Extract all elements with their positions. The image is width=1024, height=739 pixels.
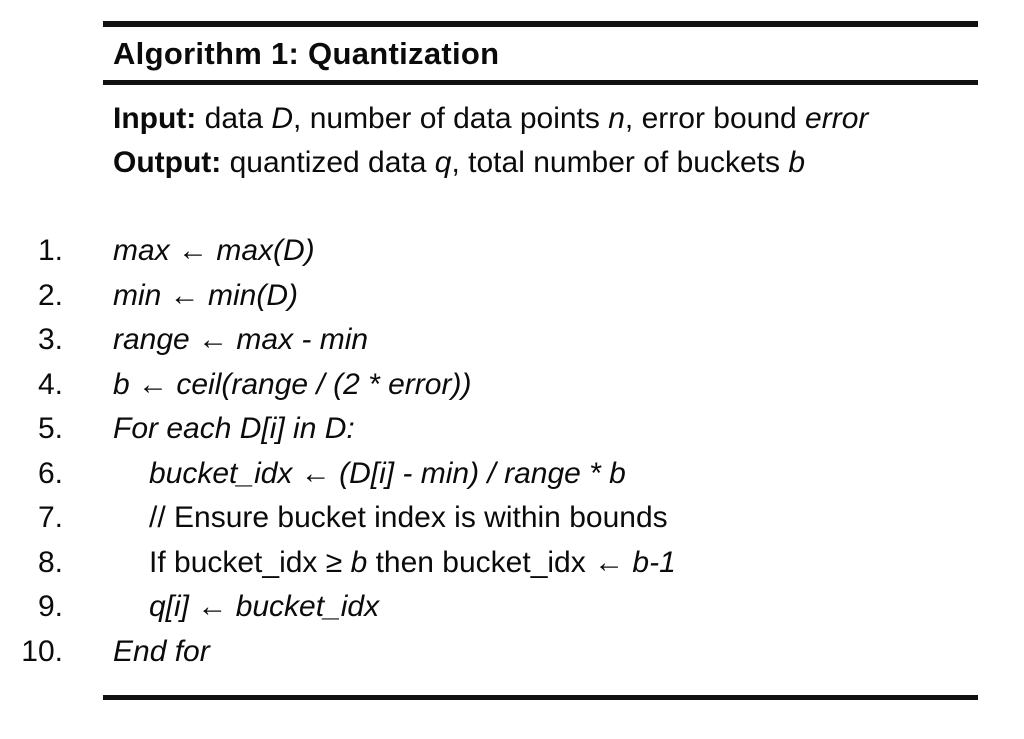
text-segment: , number of data points xyxy=(293,102,609,135)
line-code xyxy=(113,452,626,497)
line-number: 7. xyxy=(37,501,63,534)
algorithm-line xyxy=(0,630,676,675)
line-code xyxy=(113,274,298,319)
text-segment: , total number of buckets xyxy=(451,146,789,179)
line-code xyxy=(113,229,315,274)
text-segment: For each D[i] in D: xyxy=(113,412,355,445)
text-segment: , error bound xyxy=(624,102,806,135)
algorithm-line xyxy=(0,452,676,497)
text-segment: error xyxy=(805,102,869,135)
text-segment: b xyxy=(788,146,806,179)
algorithm-lines xyxy=(0,229,676,674)
text-segment: q[i] ← bucket_idx xyxy=(149,590,380,623)
text-segment: b-1 xyxy=(632,545,676,579)
line-number: 4. xyxy=(37,367,63,401)
algorithm-line xyxy=(0,229,676,274)
text-segment: data xyxy=(196,102,272,135)
text-segment: b ← ceil(range / (2 * error)) xyxy=(113,367,472,401)
output-description xyxy=(221,146,805,179)
bottom-rule xyxy=(103,695,978,700)
text-segment: If bucket_idx ≥ xyxy=(149,545,351,579)
algorithm-line xyxy=(0,541,676,586)
output-line xyxy=(113,141,868,185)
text-segment: bucket_idx ← (D[i] - min) / range * b xyxy=(149,456,626,490)
line-number: 6. xyxy=(37,456,63,490)
line-code xyxy=(113,363,471,408)
text-segment: n xyxy=(608,102,625,135)
line-code xyxy=(113,496,668,541)
text-segment: quantized data xyxy=(221,146,435,179)
line-number: 1. xyxy=(37,234,63,267)
input-line xyxy=(113,97,868,141)
line-code xyxy=(113,585,379,630)
line-number: 2. xyxy=(37,278,63,312)
algorithm-line xyxy=(0,318,676,363)
line-code xyxy=(113,407,355,452)
line-number: 9. xyxy=(37,590,63,623)
text-segment: min ← min(D) xyxy=(113,278,298,312)
io-declarations xyxy=(113,97,868,185)
line-number: 5. xyxy=(37,412,63,445)
text-segment: max ← max(D) xyxy=(113,234,315,267)
algorithm-title: Algorithm 1: Quantization xyxy=(113,36,500,71)
text-segment: b xyxy=(350,545,368,579)
line-code xyxy=(113,318,368,363)
algorithm-line xyxy=(0,274,676,319)
input-description xyxy=(196,102,868,135)
input-label: Input: xyxy=(113,102,197,135)
algorithm-line xyxy=(0,585,676,630)
algorithm-line xyxy=(0,496,676,541)
line-number: 10. xyxy=(21,634,63,668)
line-number: 8. xyxy=(37,545,63,579)
top-rule xyxy=(103,21,978,27)
algorithm-line xyxy=(0,363,676,408)
text-segment: // Ensure bucket index is within bounds xyxy=(149,501,668,534)
text-segment: q xyxy=(434,146,452,179)
line-code xyxy=(113,630,210,675)
text-segment: then bucket_idx ← xyxy=(367,545,633,579)
title-separator-rule xyxy=(103,80,978,85)
output-label: Output: xyxy=(113,146,222,179)
line-number: 3. xyxy=(37,323,63,356)
text-segment: range ← max - min xyxy=(113,323,369,356)
text-segment: End for xyxy=(113,634,210,668)
line-code xyxy=(113,541,676,586)
algorithm-line xyxy=(0,407,676,452)
text-segment: D xyxy=(271,102,294,135)
